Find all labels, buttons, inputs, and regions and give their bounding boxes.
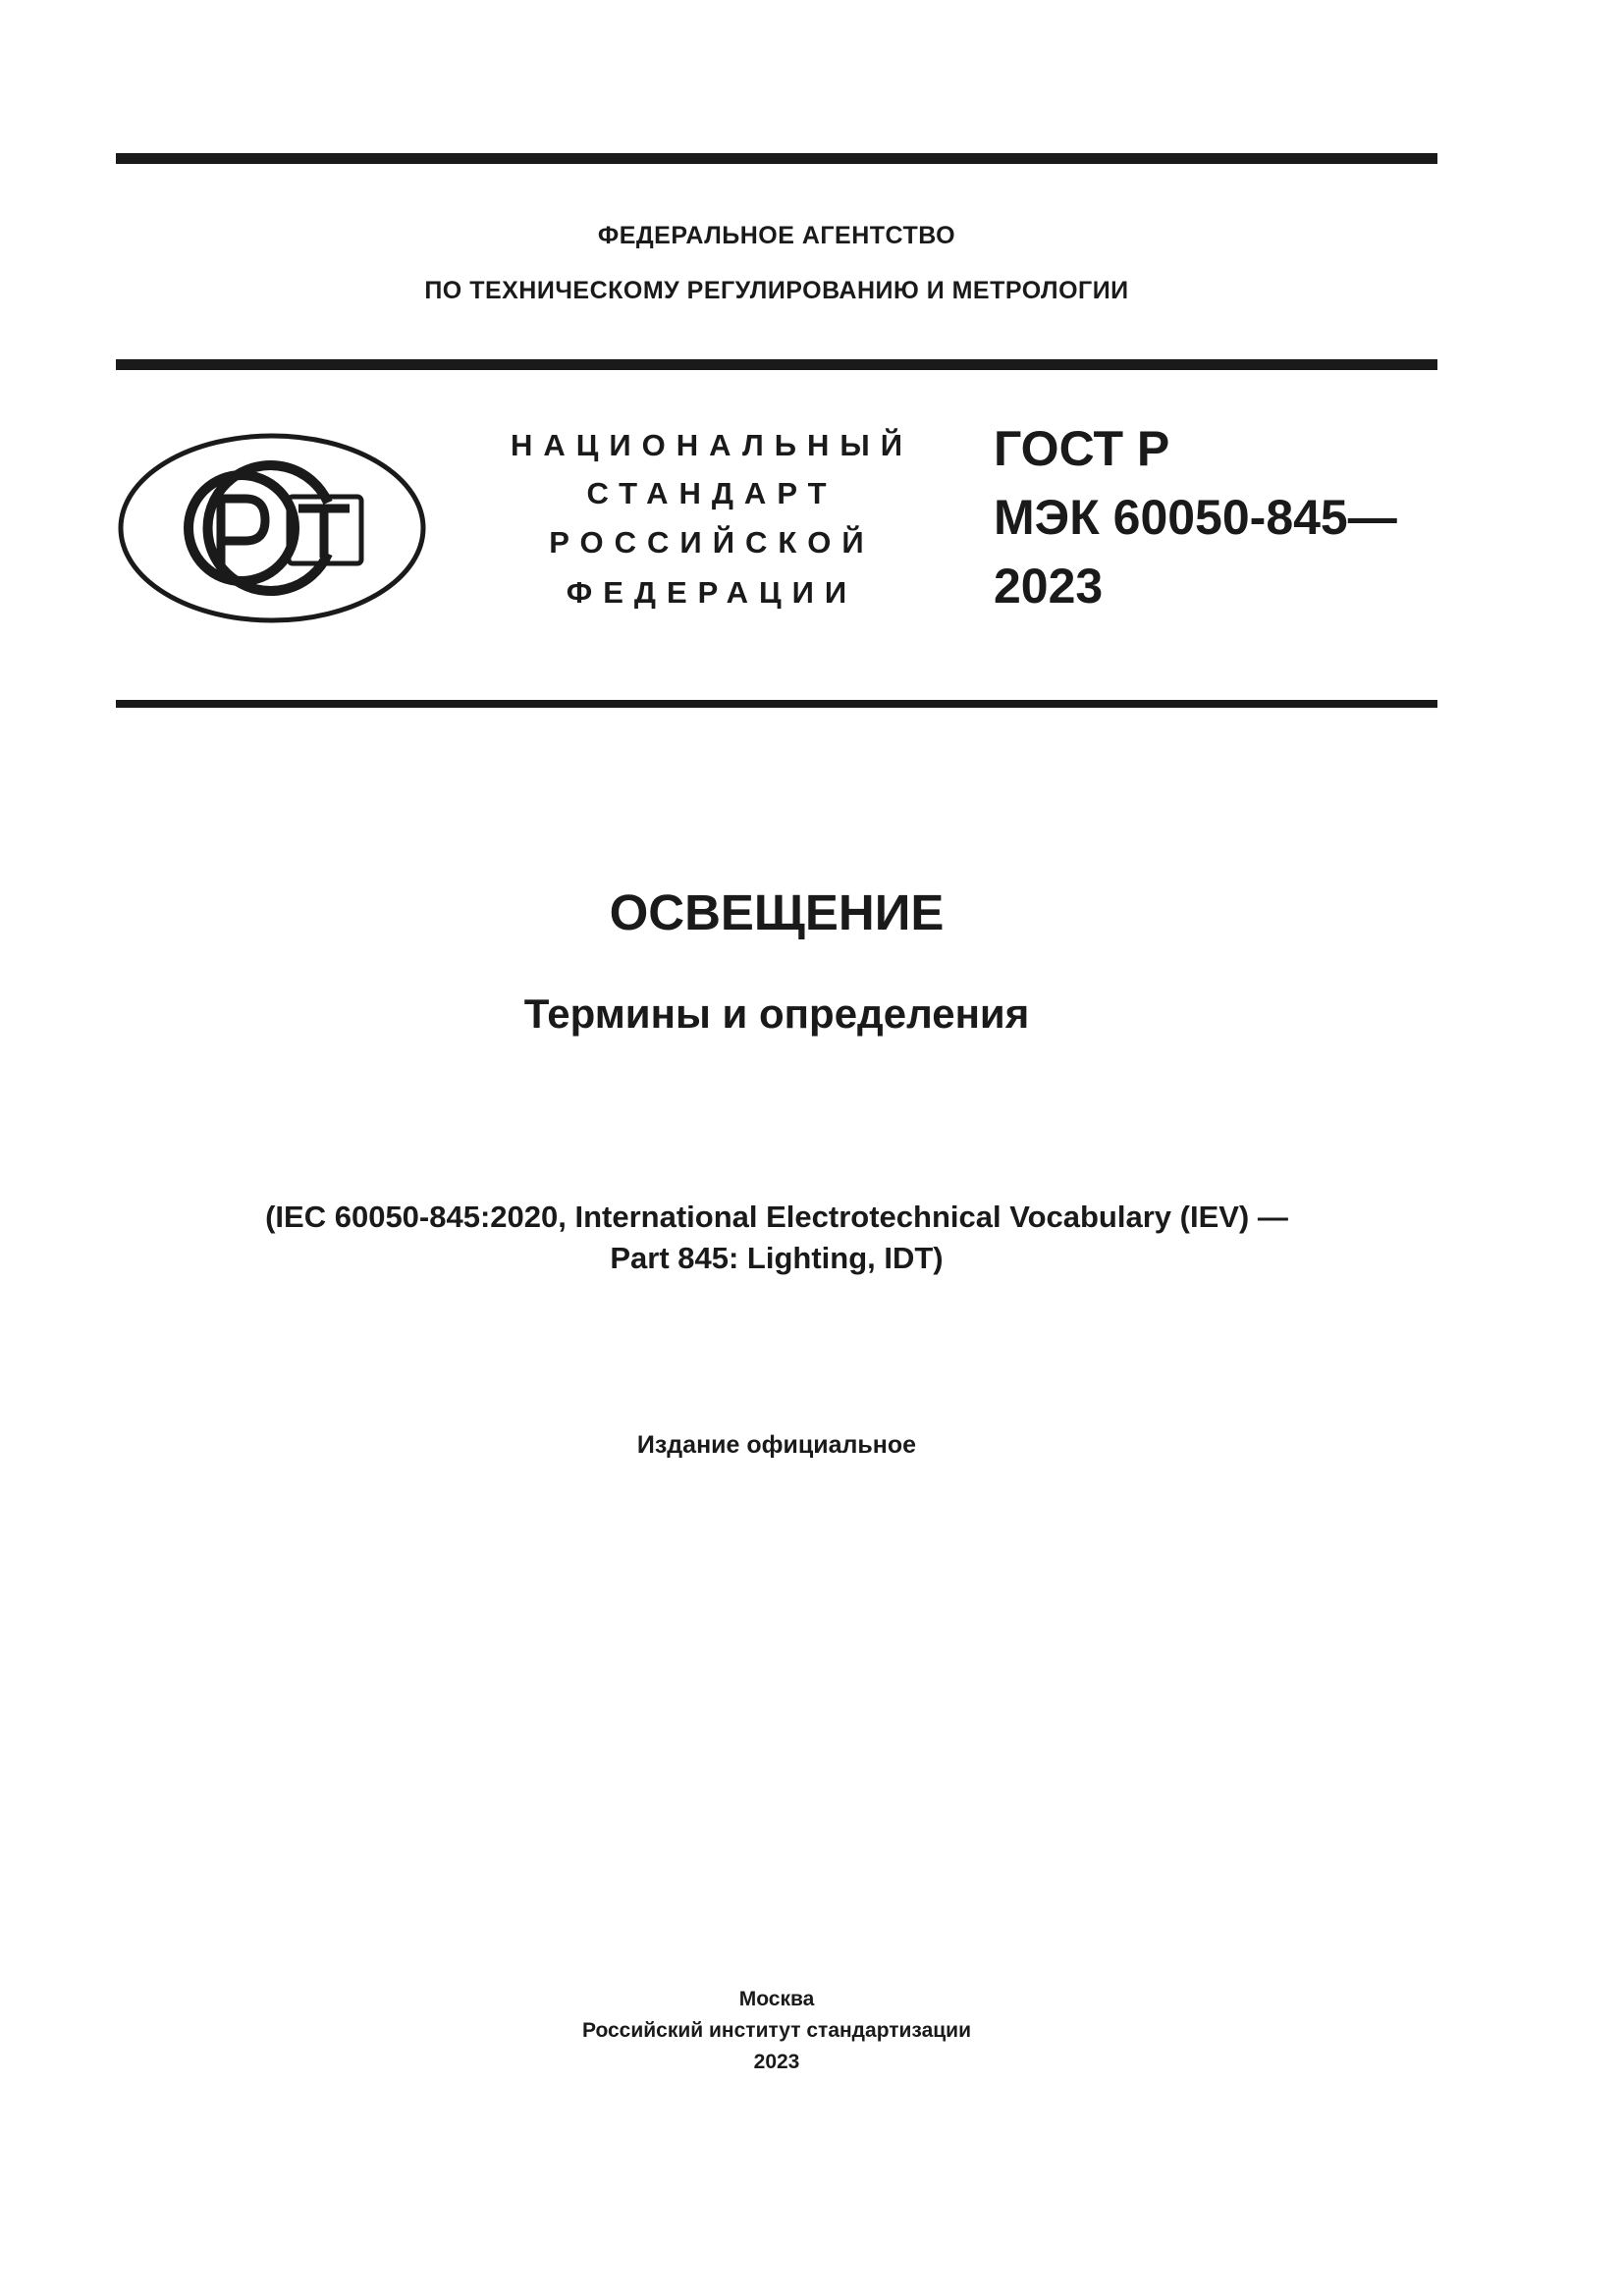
publisher-name: Российский институт стандартизации <box>581 2019 972 2042</box>
publisher-city: Москва <box>738 1988 815 2010</box>
agency-line-2: ПО ТЕХНИЧЕСКОМУ РЕГУЛИРОВАНИЮ И МЕТРОЛОГИИ <box>424 277 1129 304</box>
designation-line-1: ГОСТ Р <box>994 421 1170 476</box>
document-title: ОСВЕЩЕНИЕ <box>609 884 945 940</box>
standard-type-line-4: ФЕДЕРАЦИИ <box>566 575 858 610</box>
standard-type-line-1: НАЦИОНАЛЬНЫЙ <box>510 428 914 462</box>
publication-year: 2023 <box>753 2051 800 2073</box>
international-reference-line-1: (IEC 60050-845:2020, International Electrotechnical Vocabulary (IEV) — <box>265 1200 1288 1234</box>
international-reference-line-2: Part 845: Lighting, IDT) <box>610 1241 944 1275</box>
designation-line-3: 2023 <box>994 559 1104 614</box>
designation-line-2: МЭК 60050-845— <box>994 490 1397 545</box>
document-subtitle: Термины и определения <box>523 990 1030 1037</box>
top-rule <box>116 153 1437 164</box>
header-rule <box>116 359 1437 370</box>
standard-type-line-3: РОССИЙСКОЙ <box>549 525 875 560</box>
agency-line-1: ФЕДЕРАЛЬНОЕ АГЕНТСТВО <box>597 222 956 249</box>
standard-type-line-2: СТАНДАРТ <box>586 476 838 510</box>
edition-note: Издание официальное <box>636 1431 917 1459</box>
rst-certification-mark-icon <box>116 430 428 626</box>
title-block-rule <box>116 700 1437 708</box>
